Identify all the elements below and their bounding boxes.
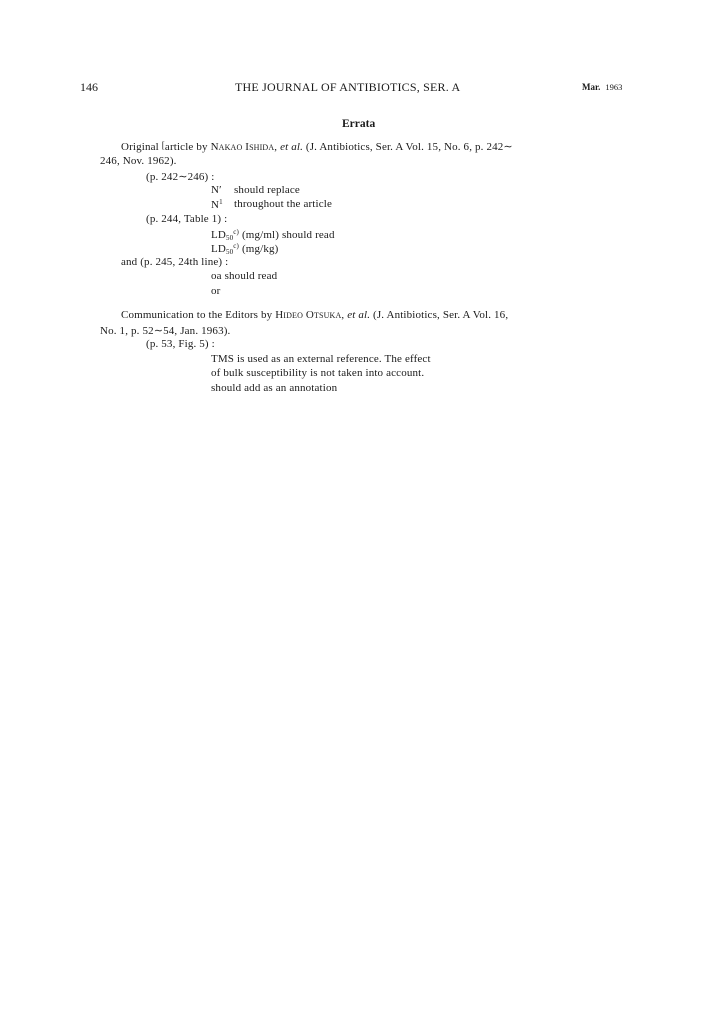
entry1-text-c: (J. Antibiotics, Ser. A Vol. 15, No. 6, p. 242∼ bbox=[303, 141, 513, 153]
entry2-text-a: Communication to the Editors by bbox=[121, 309, 276, 321]
entry2-text-line-2: of bulk susceptibility is not taken into account. bbox=[211, 367, 425, 379]
issue-month: Mar. bbox=[582, 82, 601, 92]
entry2-author: Hideo Otsuka, bbox=[275, 309, 345, 321]
entry1-ld-line-1 bbox=[211, 228, 335, 242]
entry1-nprime-symbol: N′ bbox=[211, 184, 222, 196]
entry1-citation-line2: 246, Nov. 1962). bbox=[100, 155, 177, 167]
ld2-text: (mg/kg) bbox=[241, 243, 279, 255]
errata-title: Errata bbox=[342, 118, 376, 130]
ld-sub: 50 bbox=[225, 234, 234, 242]
entry1-location-1: (p. 242∼246) : bbox=[146, 171, 215, 183]
journal-title: THE JOURNAL OF ANTIBIOTICS, SER. A bbox=[235, 80, 461, 94]
entry1-oa-line: oa should read bbox=[211, 270, 278, 282]
ld-base: LD bbox=[211, 243, 226, 255]
n1-sup: 1 bbox=[219, 198, 223, 206]
entry2-text-line-3: should add as an annotation bbox=[211, 382, 338, 394]
ld-sup: c) bbox=[233, 228, 240, 236]
entry1-mark: [ bbox=[161, 140, 165, 150]
entry2-citation-line2: No. 1, p. 52∼54, Jan. 1963). bbox=[100, 325, 231, 337]
entry1-text-b: article by bbox=[164, 141, 211, 153]
entry1-citation-line1 bbox=[121, 140, 513, 153]
entry2-etal: et al. bbox=[347, 309, 371, 321]
entry2-text-line-1: TMS is used as an external reference. The effect bbox=[211, 353, 431, 365]
entry1-ld-line-2 bbox=[211, 242, 278, 256]
entry1-n1-text: throughout the article bbox=[234, 198, 332, 210]
entry2-citation-line1 bbox=[121, 309, 508, 321]
issue-date bbox=[582, 82, 622, 92]
entry1-n1-symbol bbox=[211, 198, 223, 211]
issue-year: 1963 bbox=[605, 82, 623, 92]
page-number: 146 bbox=[80, 80, 98, 94]
entry1-or-line: or bbox=[211, 285, 221, 297]
entry1-author: Nakao Ishida, bbox=[210, 141, 278, 153]
entry2-text-b: (J. Antibiotics, Ser. A Vol. 16, bbox=[370, 309, 509, 321]
entry1-location-3: and (p. 245, 24th line) : bbox=[121, 256, 229, 268]
ld-base: LD bbox=[211, 229, 226, 241]
entry2-location-1: (p. 53, Fig. 5) : bbox=[146, 338, 215, 350]
entry1-location-2: (p. 244, Table 1) : bbox=[146, 213, 228, 225]
ld-sub: 50 bbox=[225, 248, 234, 256]
n1-base: N bbox=[211, 199, 220, 211]
entry1-etal: et al. bbox=[280, 141, 303, 153]
entry1-nprime-text: should replace bbox=[234, 184, 300, 196]
ld-sup: c) bbox=[233, 242, 240, 250]
entry1-text-a: Original bbox=[121, 141, 162, 153]
ld1-text: (mg/ml) should read bbox=[241, 229, 335, 241]
